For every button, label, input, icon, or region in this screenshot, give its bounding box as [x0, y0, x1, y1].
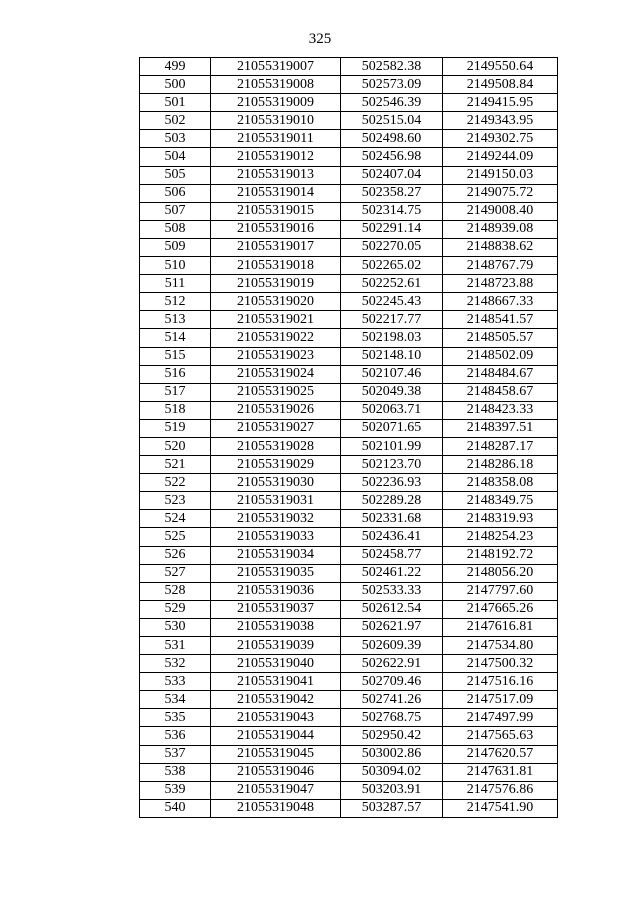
point-number-cell: 518	[140, 401, 211, 419]
x-coordinate-cell: 502768.75	[341, 709, 443, 727]
point-id-cell: 21055319029	[211, 456, 341, 474]
x-coordinate-cell: 502573.09	[341, 76, 443, 94]
point-number-cell: 527	[140, 564, 211, 582]
point-number-cell: 500	[140, 76, 211, 94]
y-coordinate-cell: 2149244.09	[443, 148, 558, 166]
point-number-cell: 514	[140, 329, 211, 347]
point-number-cell: 499	[140, 58, 211, 76]
x-coordinate-cell: 502049.38	[341, 383, 443, 401]
table-row	[140, 58, 558, 76]
point-number-cell: 528	[140, 582, 211, 600]
point-id-cell: 21055319016	[211, 220, 341, 238]
point-number-cell: 505	[140, 166, 211, 184]
y-coordinate-cell: 2148667.33	[443, 293, 558, 311]
y-coordinate-cell: 2147516.16	[443, 673, 558, 691]
point-id-cell: 21055319046	[211, 763, 341, 781]
point-id-cell: 21055319020	[211, 293, 341, 311]
point-id-cell: 21055319022	[211, 329, 341, 347]
x-coordinate-cell: 502291.14	[341, 220, 443, 238]
table-row	[140, 655, 558, 673]
x-coordinate-cell: 502063.71	[341, 401, 443, 419]
y-coordinate-cell: 2148287.17	[443, 437, 558, 455]
point-id-cell: 21055319033	[211, 528, 341, 546]
point-number-cell: 535	[140, 709, 211, 727]
table-row	[140, 691, 558, 709]
point-id-cell: 21055319035	[211, 564, 341, 582]
point-id-cell: 21055319014	[211, 184, 341, 202]
y-coordinate-cell: 2148939.08	[443, 220, 558, 238]
table-row	[140, 202, 558, 220]
y-coordinate-cell: 2149508.84	[443, 76, 558, 94]
point-id-cell: 21055319025	[211, 383, 341, 401]
point-id-cell: 21055319011	[211, 130, 341, 148]
x-coordinate-cell: 502236.93	[341, 474, 443, 492]
point-id-cell: 21055319044	[211, 727, 341, 745]
y-coordinate-cell: 2149075.72	[443, 184, 558, 202]
table-row	[140, 257, 558, 275]
point-id-cell: 21055319034	[211, 546, 341, 564]
x-coordinate-cell: 502622.91	[341, 655, 443, 673]
y-coordinate-cell: 2148484.67	[443, 365, 558, 383]
y-coordinate-cell: 2148254.23	[443, 528, 558, 546]
y-coordinate-cell: 2148767.79	[443, 257, 558, 275]
x-coordinate-cell: 502289.28	[341, 492, 443, 510]
x-coordinate-cell: 502498.60	[341, 130, 443, 148]
point-number-cell: 529	[140, 600, 211, 618]
point-id-cell: 21055319013	[211, 166, 341, 184]
point-id-cell: 21055319047	[211, 781, 341, 799]
y-coordinate-cell: 2147565.63	[443, 727, 558, 745]
point-id-cell: 21055319021	[211, 311, 341, 329]
point-number-cell: 512	[140, 293, 211, 311]
x-coordinate-cell: 502461.22	[341, 564, 443, 582]
y-coordinate-cell: 2148319.93	[443, 510, 558, 528]
point-id-cell: 21055319039	[211, 637, 341, 655]
x-coordinate-cell: 502612.54	[341, 600, 443, 618]
point-id-cell: 21055319008	[211, 76, 341, 94]
x-coordinate-cell: 502582.38	[341, 58, 443, 76]
table-row	[140, 293, 558, 311]
point-id-cell: 21055319045	[211, 745, 341, 763]
point-id-cell: 21055319038	[211, 618, 341, 636]
table-row	[140, 799, 558, 817]
x-coordinate-cell: 502515.04	[341, 112, 443, 130]
table-row	[140, 311, 558, 329]
x-coordinate-cell: 502358.27	[341, 184, 443, 202]
point-number-cell: 510	[140, 257, 211, 275]
point-number-cell: 525	[140, 528, 211, 546]
table-row	[140, 456, 558, 474]
x-coordinate-cell: 502314.75	[341, 202, 443, 220]
y-coordinate-cell: 2147631.81	[443, 763, 558, 781]
point-number-cell: 537	[140, 745, 211, 763]
x-coordinate-cell: 502609.39	[341, 637, 443, 655]
y-coordinate-cell: 2148286.18	[443, 456, 558, 474]
y-coordinate-cell: 2147576.86	[443, 781, 558, 799]
table-row	[140, 220, 558, 238]
table-row	[140, 781, 558, 799]
x-coordinate-cell: 502101.99	[341, 437, 443, 455]
y-coordinate-cell: 2149302.75	[443, 130, 558, 148]
x-coordinate-cell: 502331.68	[341, 510, 443, 528]
table-row	[140, 637, 558, 655]
table-row	[140, 727, 558, 745]
point-id-cell: 21055319009	[211, 94, 341, 112]
point-number-cell: 513	[140, 311, 211, 329]
y-coordinate-cell: 2148458.67	[443, 383, 558, 401]
point-number-cell: 519	[140, 419, 211, 437]
table-row	[140, 401, 558, 419]
point-number-cell: 511	[140, 275, 211, 293]
point-number-cell: 539	[140, 781, 211, 799]
table-row	[140, 528, 558, 546]
table-row	[140, 709, 558, 727]
point-id-cell: 21055319031	[211, 492, 341, 510]
point-id-cell: 21055319015	[211, 202, 341, 220]
point-id-cell: 21055319019	[211, 275, 341, 293]
table-row	[140, 76, 558, 94]
table-row	[140, 546, 558, 564]
y-coordinate-cell: 2149008.40	[443, 202, 558, 220]
point-id-cell: 21055319026	[211, 401, 341, 419]
point-number-cell: 524	[140, 510, 211, 528]
point-id-cell: 21055319023	[211, 347, 341, 365]
y-coordinate-cell: 2148192.72	[443, 546, 558, 564]
point-id-cell: 21055319042	[211, 691, 341, 709]
y-coordinate-cell: 2148723.88	[443, 275, 558, 293]
table-row	[140, 347, 558, 365]
y-coordinate-cell: 2148358.08	[443, 474, 558, 492]
page-number: 325	[308, 31, 332, 47]
point-number-cell: 508	[140, 220, 211, 238]
point-id-cell: 21055319010	[211, 112, 341, 130]
table-row	[140, 148, 558, 166]
y-coordinate-cell: 2147620.57	[443, 745, 558, 763]
point-number-cell: 516	[140, 365, 211, 383]
x-coordinate-cell: 503287.57	[341, 799, 443, 817]
table-row	[140, 329, 558, 347]
x-coordinate-cell: 502621.97	[341, 618, 443, 636]
y-coordinate-cell: 2149415.95	[443, 94, 558, 112]
table-row	[140, 130, 558, 148]
x-coordinate-cell: 502265.02	[341, 257, 443, 275]
table-row	[140, 745, 558, 763]
y-coordinate-cell: 2148056.20	[443, 564, 558, 582]
x-coordinate-cell: 502950.42	[341, 727, 443, 745]
point-id-cell: 21055319040	[211, 655, 341, 673]
x-coordinate-cell: 502533.33	[341, 582, 443, 600]
point-number-cell: 507	[140, 202, 211, 220]
coordinates-table-body	[140, 58, 558, 818]
x-coordinate-cell: 502709.46	[341, 673, 443, 691]
x-coordinate-cell: 502252.61	[341, 275, 443, 293]
x-coordinate-cell: 502217.77	[341, 311, 443, 329]
table-row	[140, 275, 558, 293]
point-id-cell: 21055319030	[211, 474, 341, 492]
point-id-cell: 21055319024	[211, 365, 341, 383]
x-coordinate-cell: 502107.46	[341, 365, 443, 383]
point-number-cell: 538	[140, 763, 211, 781]
y-coordinate-cell: 2147541.90	[443, 799, 558, 817]
point-number-cell: 502	[140, 112, 211, 130]
y-coordinate-cell: 2147497.99	[443, 709, 558, 727]
table-row	[140, 510, 558, 528]
table-row	[140, 582, 558, 600]
point-id-cell: 21055319017	[211, 238, 341, 256]
point-number-cell: 509	[140, 238, 211, 256]
point-number-cell: 520	[140, 437, 211, 455]
x-coordinate-cell: 503094.02	[341, 763, 443, 781]
y-coordinate-cell: 2148349.75	[443, 492, 558, 510]
table-row	[140, 94, 558, 112]
point-number-cell: 503	[140, 130, 211, 148]
x-coordinate-cell: 502546.39	[341, 94, 443, 112]
point-number-cell: 536	[140, 727, 211, 745]
point-number-cell: 530	[140, 618, 211, 636]
point-id-cell: 21055319028	[211, 437, 341, 455]
x-coordinate-cell: 502458.77	[341, 546, 443, 564]
point-id-cell: 21055319007	[211, 58, 341, 76]
point-number-cell: 504	[140, 148, 211, 166]
point-id-cell: 21055319037	[211, 600, 341, 618]
x-coordinate-cell: 502407.04	[341, 166, 443, 184]
table-row	[140, 600, 558, 618]
point-number-cell: 515	[140, 347, 211, 365]
y-coordinate-cell: 2148502.09	[443, 347, 558, 365]
table-row	[140, 763, 558, 781]
y-coordinate-cell: 2147797.60	[443, 582, 558, 600]
point-number-cell: 540	[140, 799, 211, 817]
y-coordinate-cell: 2147500.32	[443, 655, 558, 673]
point-number-cell: 522	[140, 474, 211, 492]
y-coordinate-cell: 2149343.95	[443, 112, 558, 130]
y-coordinate-cell: 2147534.80	[443, 637, 558, 655]
table-row	[140, 112, 558, 130]
x-coordinate-cell: 502456.98	[341, 148, 443, 166]
table-row	[140, 383, 558, 401]
table-row	[140, 365, 558, 383]
y-coordinate-cell: 2147616.81	[443, 618, 558, 636]
x-coordinate-cell: 502245.43	[341, 293, 443, 311]
table-row	[140, 673, 558, 691]
table-row	[140, 184, 558, 202]
x-coordinate-cell: 503002.86	[341, 745, 443, 763]
y-coordinate-cell: 2148397.51	[443, 419, 558, 437]
x-coordinate-cell: 502148.10	[341, 347, 443, 365]
x-coordinate-cell: 502270.05	[341, 238, 443, 256]
y-coordinate-cell: 2149550.64	[443, 58, 558, 76]
point-id-cell: 21055319036	[211, 582, 341, 600]
table-row	[140, 618, 558, 636]
point-number-cell: 533	[140, 673, 211, 691]
table-row	[140, 419, 558, 437]
point-id-cell: 21055319012	[211, 148, 341, 166]
point-number-cell: 526	[140, 546, 211, 564]
x-coordinate-cell: 502198.03	[341, 329, 443, 347]
coordinates-table	[139, 57, 558, 818]
point-number-cell: 501	[140, 94, 211, 112]
x-coordinate-cell: 502071.65	[341, 419, 443, 437]
point-id-cell: 21055319041	[211, 673, 341, 691]
point-id-cell: 21055319027	[211, 419, 341, 437]
point-number-cell: 523	[140, 492, 211, 510]
table-row	[140, 437, 558, 455]
table-row	[140, 238, 558, 256]
point-id-cell: 21055319032	[211, 510, 341, 528]
point-number-cell: 521	[140, 456, 211, 474]
y-coordinate-cell: 2148423.33	[443, 401, 558, 419]
y-coordinate-cell: 2149150.03	[443, 166, 558, 184]
point-number-cell: 532	[140, 655, 211, 673]
point-number-cell: 506	[140, 184, 211, 202]
table-row	[140, 564, 558, 582]
point-number-cell: 531	[140, 637, 211, 655]
y-coordinate-cell: 2148505.57	[443, 329, 558, 347]
point-id-cell: 21055319043	[211, 709, 341, 727]
point-number-cell: 534	[140, 691, 211, 709]
y-coordinate-cell: 2148541.57	[443, 311, 558, 329]
point-number-cell: 517	[140, 383, 211, 401]
x-coordinate-cell: 502123.70	[341, 456, 443, 474]
y-coordinate-cell: 2147665.26	[443, 600, 558, 618]
table-row	[140, 492, 558, 510]
table-row	[140, 474, 558, 492]
y-coordinate-cell: 2148838.62	[443, 238, 558, 256]
point-id-cell: 21055319018	[211, 257, 341, 275]
x-coordinate-cell: 502436.41	[341, 528, 443, 546]
table-row	[140, 166, 558, 184]
point-id-cell: 21055319048	[211, 799, 341, 817]
x-coordinate-cell: 503203.91	[341, 781, 443, 799]
y-coordinate-cell: 2147517.09	[443, 691, 558, 709]
x-coordinate-cell: 502741.26	[341, 691, 443, 709]
